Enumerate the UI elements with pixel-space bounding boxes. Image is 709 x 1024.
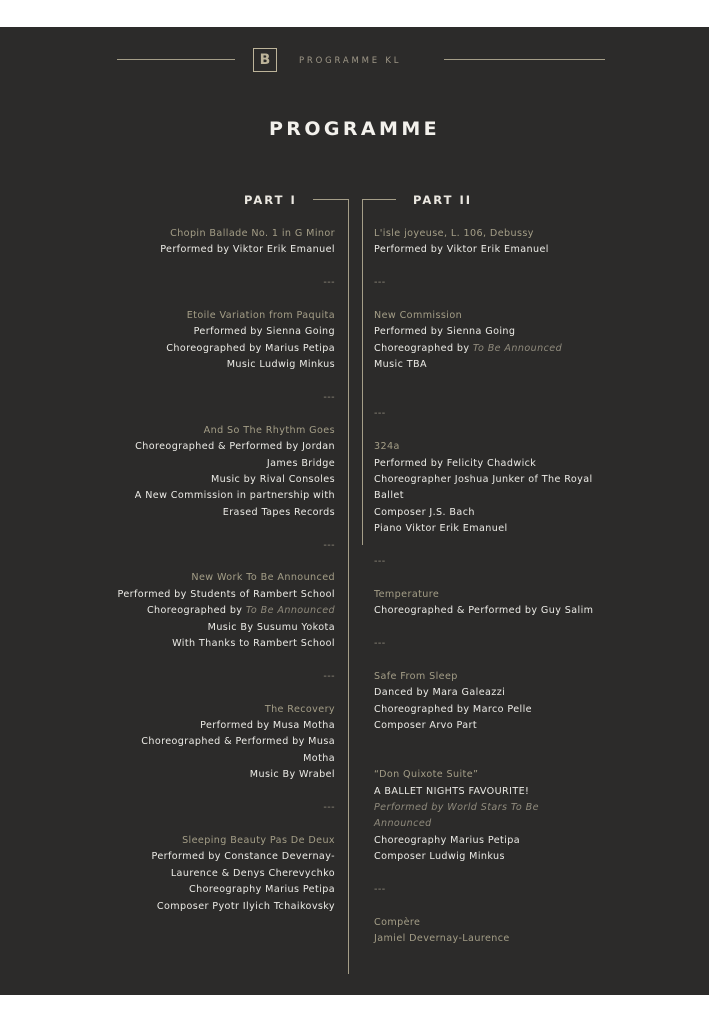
part-one-divider xyxy=(348,199,349,974)
programme-line: Safe From Sleep xyxy=(374,670,458,682)
spacer xyxy=(117,259,335,275)
section-separator: --- xyxy=(374,277,386,289)
programme-line: Chopin Ballade No. 1 in G Minor xyxy=(170,228,335,239)
programme-line: New Work To Be Announced xyxy=(191,572,335,584)
programme-line: Jamiel Devernay-Laurence xyxy=(374,933,510,945)
header-rule-right xyxy=(444,59,605,60)
spacer xyxy=(374,751,593,767)
programme-line: Choreographed & Performed by Musa xyxy=(141,736,335,748)
programme-line: Choreographed by To Be Announced xyxy=(146,605,335,617)
section-separator: --- xyxy=(323,539,335,551)
italic-note: To Be Announced xyxy=(245,605,335,617)
programme-line: With Thanks to Rambert School xyxy=(172,638,335,650)
programme-line: Temperature xyxy=(374,588,440,600)
spacer xyxy=(117,685,335,701)
programme-line: Composer J.S. Bach xyxy=(374,506,475,518)
programme-line: Sleeping Beauty Pas De Deux xyxy=(182,834,335,846)
italic-note: To Be Announced xyxy=(472,342,563,354)
spacer xyxy=(374,259,593,275)
spacer xyxy=(374,538,593,554)
section-separator: --- xyxy=(374,408,386,420)
programme-line: Music TBA xyxy=(374,359,427,371)
programme-line: Choreographed by Marco Pelle xyxy=(374,703,532,715)
spacer xyxy=(374,898,593,914)
part-one-rule xyxy=(313,199,348,200)
programme-line: Music By Wrabel xyxy=(249,769,335,781)
programme-line: A BALLET NIGHTS FAVOURITE! xyxy=(374,785,530,797)
programme-line: Motha xyxy=(303,752,335,764)
page-title: PROGRAMME xyxy=(268,118,441,140)
part-one-heading: PART I xyxy=(244,193,297,207)
programme-line: Performed by Felicity Chadwick xyxy=(374,457,537,469)
spacer xyxy=(117,521,335,537)
programme-line: Performed by Viktor Erik Emanuel xyxy=(160,244,335,256)
programme-line: New Commission xyxy=(374,310,463,321)
brand-name: PROGRAMME KL xyxy=(299,56,402,66)
section-separator: --- xyxy=(323,802,335,814)
programme-line: Announced xyxy=(374,818,432,830)
spacer xyxy=(117,784,335,800)
programme-line: The Recovery xyxy=(264,703,335,715)
part-two-divider xyxy=(362,199,363,545)
programme-line: Laurence & Denys Cherevychko xyxy=(170,867,335,879)
spacer xyxy=(117,652,335,668)
programme-line: Ballet xyxy=(374,490,404,502)
programme-line: Choreography Marius Petipa xyxy=(374,834,521,846)
programme-line: And So The Rhythm Goes xyxy=(203,424,335,436)
part-two-heading: PART II xyxy=(413,193,473,207)
brand-logo-icon: B xyxy=(253,48,277,72)
part-two-list xyxy=(374,226,593,948)
programme-line: A New Commission in partnership with xyxy=(134,490,335,502)
programme-line: Etoile Variation from Paquita xyxy=(186,310,335,321)
programme-line: James Bridge xyxy=(266,457,335,469)
programme-line: Composer Pyotr Ilyich Tchaikovsky xyxy=(156,900,335,912)
programme-line: Piano Viktor Erik Emanuel xyxy=(374,523,508,535)
programme-line: Performed by Sienna Going xyxy=(193,326,335,338)
header-rule-left xyxy=(117,59,235,60)
spacer xyxy=(374,292,593,308)
spacer xyxy=(117,406,335,422)
section-separator: --- xyxy=(374,884,386,896)
programme-line: Performed by World Stars To Be xyxy=(374,802,539,814)
programme-line: “Don Quixote Suite” xyxy=(374,769,479,781)
programme-line: Choreographed by Marius Petipa xyxy=(166,342,335,354)
spacer xyxy=(374,390,593,406)
programme-line: Performed by Sienna Going xyxy=(374,326,516,338)
programme-line: Music By Susumu Yokota xyxy=(207,621,335,633)
spacer xyxy=(374,374,593,390)
programme-line: Choreography Marius Petipa xyxy=(188,884,335,896)
part-one-list xyxy=(117,226,335,915)
spacer xyxy=(374,866,593,882)
spacer xyxy=(374,652,593,668)
section-separator: --- xyxy=(323,277,335,289)
programme-page xyxy=(0,27,709,995)
section-separator: --- xyxy=(323,670,335,682)
programme-line: Performed by Constance Devernay- xyxy=(151,851,335,863)
programme-line: Composer Arvo Part xyxy=(374,720,478,732)
section-separator: --- xyxy=(374,556,386,568)
spacer xyxy=(374,423,593,439)
programme-line: L'isle joyeuse, L. 106, Debussy xyxy=(374,228,534,239)
part-two-rule xyxy=(362,199,396,200)
spacer xyxy=(117,292,335,308)
programme-line: Music by Rival Consoles xyxy=(210,474,335,486)
programme-line: Erased Tapes Records xyxy=(222,506,335,518)
programme-line: Compère xyxy=(374,916,421,928)
programme-line: 324a xyxy=(374,441,400,453)
spacer xyxy=(117,816,335,832)
programme-line: Choreographed & Performed by Guy Salim xyxy=(374,605,594,617)
section-separator: --- xyxy=(323,392,335,404)
programme-line: Choreographed & Performed by Jordan xyxy=(135,441,335,453)
programme-line: Performed by Musa Motha xyxy=(200,720,335,732)
programme-line: Performed by Students of Rambert School xyxy=(117,588,335,600)
programme-line: Music Ludwig Minkus xyxy=(226,359,335,371)
section-separator: --- xyxy=(374,638,386,650)
spacer xyxy=(117,374,335,390)
programme-line: Choreographed by To Be Announced xyxy=(374,342,563,354)
spacer xyxy=(117,554,335,570)
spacer xyxy=(374,734,593,750)
spacer xyxy=(374,570,593,586)
programme-line: Performed by Viktor Erik Emanuel xyxy=(374,244,549,256)
spacer xyxy=(374,620,593,636)
programme-line: Composer Ludwig Minkus xyxy=(374,851,505,863)
programme-line: Danced by Mara Galeazzi xyxy=(374,687,506,699)
programme-line: Choreographer Joshua Junker of The Royal xyxy=(374,474,593,486)
